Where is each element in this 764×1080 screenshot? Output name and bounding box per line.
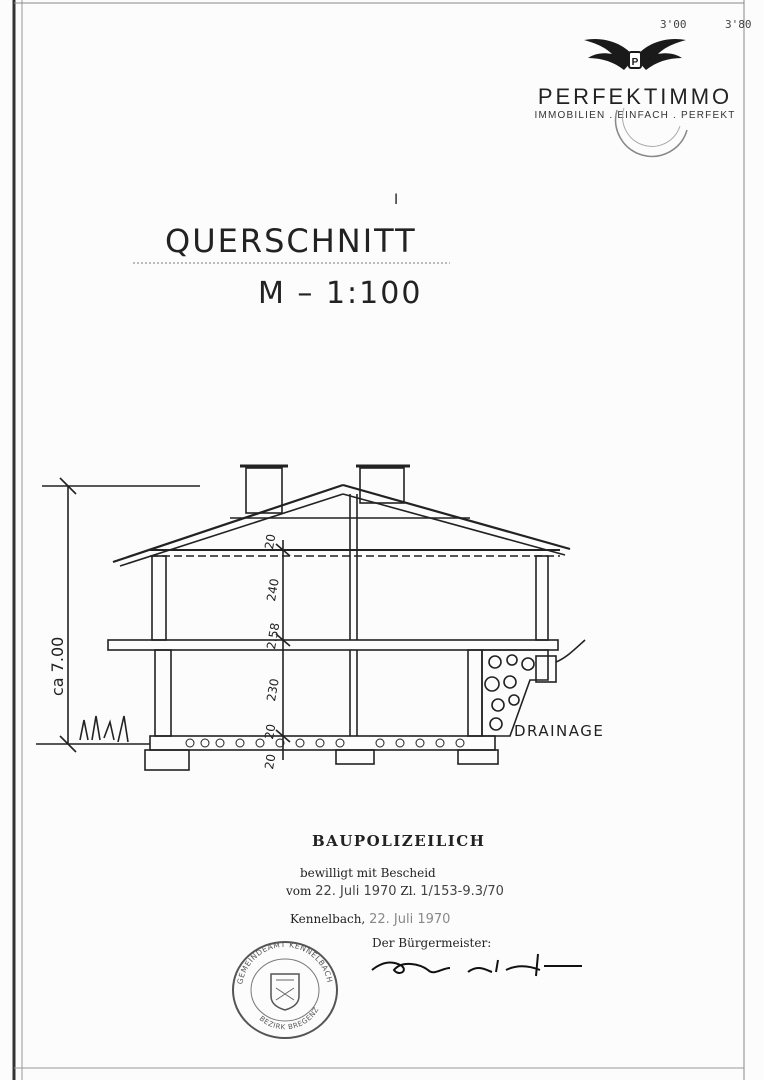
logo-tagline: IMMOBILIEN . EINFACH . PERFEKT: [534, 110, 736, 121]
approval-place: Kennelbach,: [290, 912, 366, 926]
approval-vom: vom: [286, 884, 312, 898]
corner-number-2: 3'80: [725, 18, 752, 31]
dim-slab-label: 20: [262, 722, 279, 741]
dim-floor-label: 2.58: [264, 621, 283, 651]
seal-text-top: GEMEINDEAMT KENNELBACH: [235, 939, 335, 986]
dim-lower-label: 230: [264, 677, 282, 703]
approval-place-date: 22. Juli 1970: [369, 912, 451, 927]
approval-line-2: [286, 884, 504, 899]
drawing-scale: M – 1:100: [258, 276, 423, 311]
seal-text-bottom: BEZIRK BREGENZ: [257, 1005, 321, 1032]
approval-line-4: Der Bürgermeister:: [372, 936, 492, 950]
approval-zl: Zl.: [400, 884, 417, 898]
approval-line-1: bewilligt mit Bescheid: [300, 866, 436, 880]
svg-text:GEMEINDEAMT KENNELBACH: [235, 940, 334, 985]
logo-wordmark: PERFEKTIMMO: [537, 84, 733, 109]
approval-reference: 1/153-9.3/70: [420, 884, 504, 899]
municipal-seal-icon: [228, 938, 342, 1042]
dim-base-label: 20: [262, 752, 279, 771]
drainage-label: DRAINAGE: [514, 722, 605, 740]
svg-text:P: P: [631, 57, 639, 68]
dim-upper-label: 240: [264, 577, 282, 603]
mayor-signature: [368, 950, 588, 986]
approval-title: BAUPOLIZEILICH: [312, 832, 486, 850]
corner-number-1: 3'00: [660, 18, 687, 31]
page-marker: I: [394, 192, 399, 208]
dim-top-label: 20: [262, 532, 279, 551]
height-dimension-label: ca 7.00: [48, 636, 67, 696]
approval-line-3: [290, 912, 450, 927]
drawing-title: QUERSCHNITT: [165, 222, 417, 260]
approval-date: 22. Juli 1970: [315, 884, 397, 899]
